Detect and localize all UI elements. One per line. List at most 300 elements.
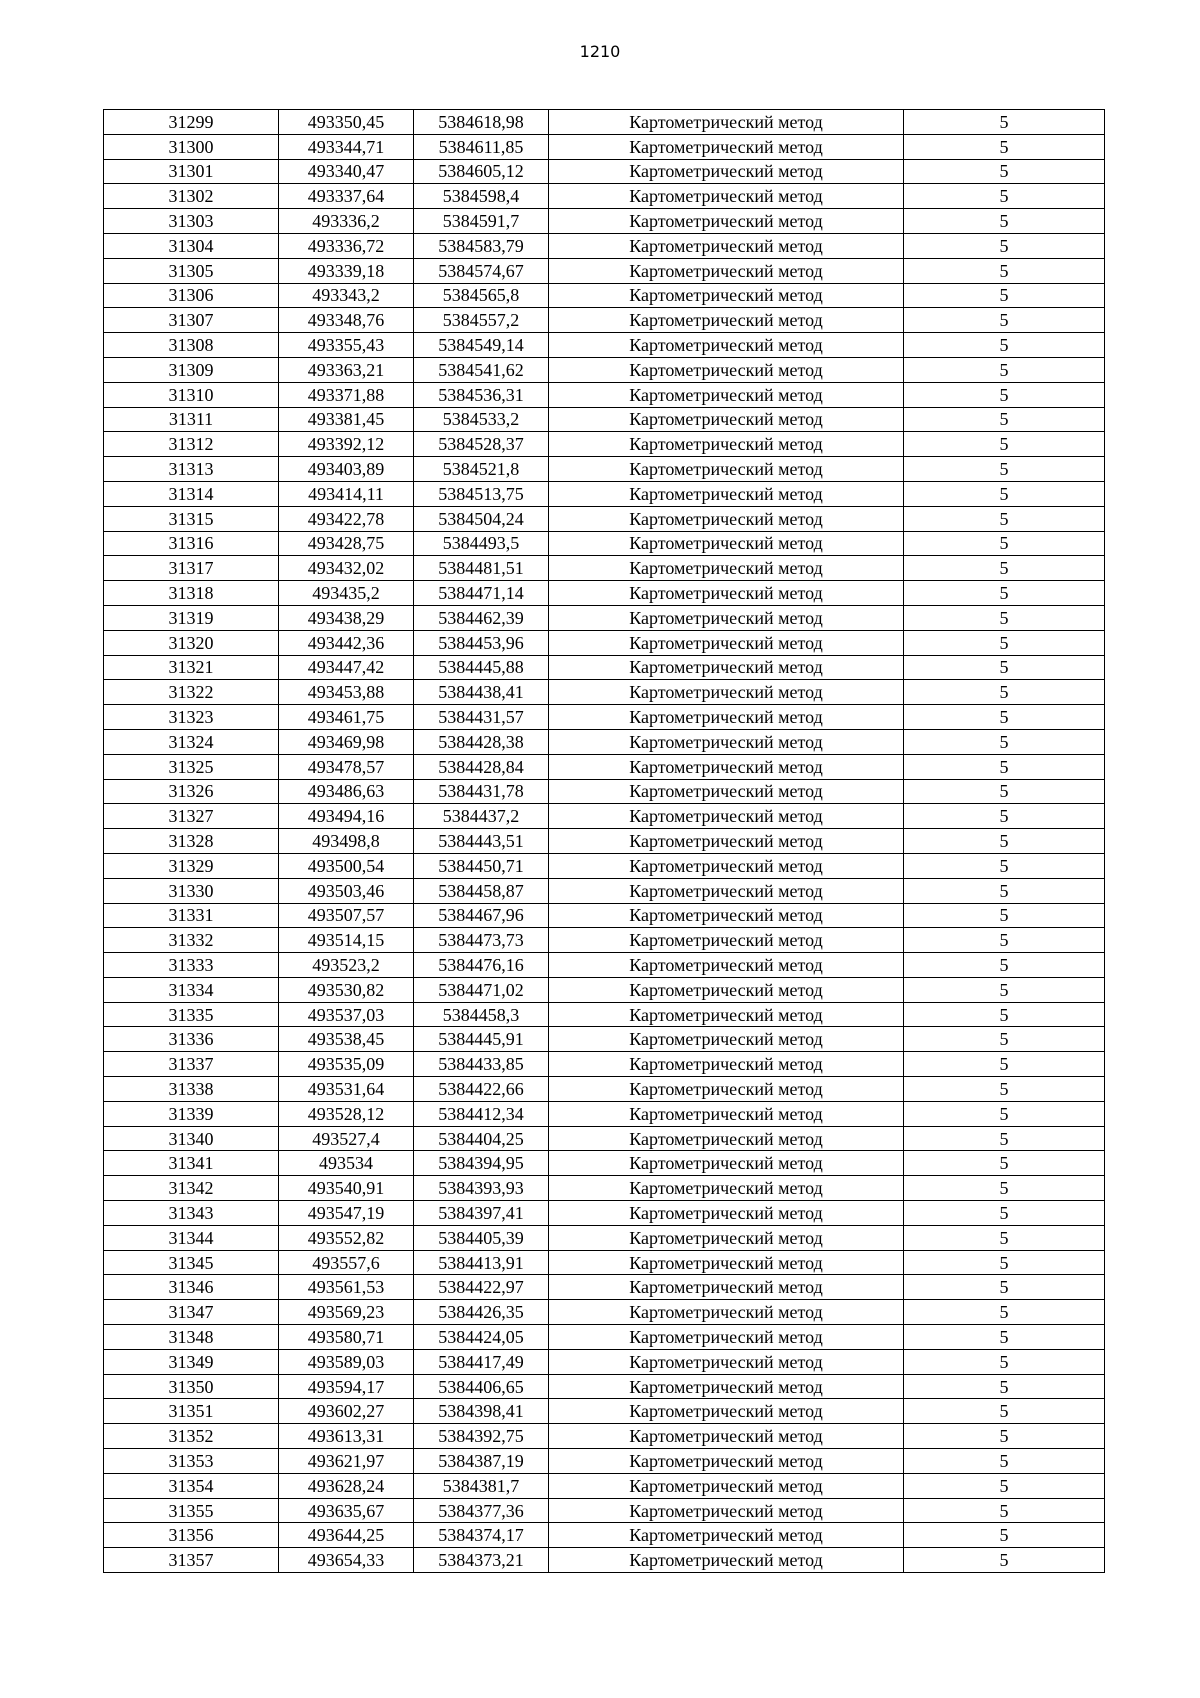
x-coordinate-cell: 493453,88	[279, 680, 414, 705]
point-number-cell: 31337	[104, 1052, 279, 1077]
x-coordinate-cell: 493561,53	[279, 1275, 414, 1300]
point-number-cell: 31320	[104, 630, 279, 655]
point-number-cell: 31314	[104, 481, 279, 506]
page-number: 1210	[579, 42, 621, 61]
point-number-cell: 31346	[104, 1275, 279, 1300]
x-coordinate-cell: 493621,97	[279, 1449, 414, 1474]
table-row	[104, 209, 1105, 234]
x-coordinate-cell: 493461,75	[279, 705, 414, 730]
method-cell: Картометрический метод	[549, 1325, 904, 1350]
x-coordinate-cell: 493589,03	[279, 1349, 414, 1374]
y-coordinate-cell: 5384422,66	[414, 1077, 549, 1102]
accuracy-cell: 5	[904, 1151, 1105, 1176]
accuracy-cell: 5	[904, 258, 1105, 283]
y-coordinate-cell: 5384424,05	[414, 1325, 549, 1350]
y-coordinate-cell: 5384541,62	[414, 357, 549, 382]
x-coordinate-cell: 493552,82	[279, 1225, 414, 1250]
x-coordinate-cell: 493602,27	[279, 1399, 414, 1424]
y-coordinate-cell: 5384374,17	[414, 1523, 549, 1548]
method-cell: Картометрический метод	[549, 1374, 904, 1399]
y-coordinate-cell: 5384394,95	[414, 1151, 549, 1176]
method-cell: Картометрический метод	[549, 283, 904, 308]
table-row	[104, 729, 1105, 754]
x-coordinate-cell: 493478,57	[279, 754, 414, 779]
table-row	[104, 605, 1105, 630]
table-row	[104, 457, 1105, 482]
method-cell: Картометрический метод	[549, 258, 904, 283]
x-coordinate-cell: 493355,43	[279, 333, 414, 358]
table-row	[104, 1201, 1105, 1226]
x-coordinate-cell: 493442,36	[279, 630, 414, 655]
x-coordinate-cell: 493540,91	[279, 1176, 414, 1201]
x-coordinate-cell: 493547,19	[279, 1201, 414, 1226]
x-coordinate-cell: 493422,78	[279, 506, 414, 531]
method-cell: Картометрический метод	[549, 531, 904, 556]
x-coordinate-cell: 493371,88	[279, 382, 414, 407]
point-number-cell: 31351	[104, 1399, 279, 1424]
accuracy-cell: 5	[904, 308, 1105, 333]
x-coordinate-cell: 493392,12	[279, 432, 414, 457]
point-number-cell: 31336	[104, 1027, 279, 1052]
table-row	[104, 1225, 1105, 1250]
method-cell: Картометрический метод	[549, 432, 904, 457]
x-coordinate-cell: 493500,54	[279, 853, 414, 878]
y-coordinate-cell: 5384437,2	[414, 804, 549, 829]
y-coordinate-cell: 5384528,37	[414, 432, 549, 457]
accuracy-cell: 5	[904, 1473, 1105, 1498]
method-cell: Картометрический метод	[549, 1275, 904, 1300]
y-coordinate-cell: 5384458,87	[414, 878, 549, 903]
x-coordinate-cell: 493557,6	[279, 1250, 414, 1275]
table-row	[104, 705, 1105, 730]
method-cell: Картометрический метод	[549, 729, 904, 754]
y-coordinate-cell: 5384417,49	[414, 1349, 549, 1374]
accuracy-cell: 5	[904, 680, 1105, 705]
accuracy-cell: 5	[904, 1077, 1105, 1102]
point-number-cell: 31341	[104, 1151, 279, 1176]
x-coordinate-cell: 493337,64	[279, 184, 414, 209]
y-coordinate-cell: 5384381,7	[414, 1473, 549, 1498]
accuracy-cell: 5	[904, 134, 1105, 159]
accuracy-cell: 5	[904, 1176, 1105, 1201]
table-row	[104, 903, 1105, 928]
y-coordinate-cell: 5384443,51	[414, 829, 549, 854]
method-cell: Картометрический метод	[549, 630, 904, 655]
y-coordinate-cell: 5384565,8	[414, 283, 549, 308]
accuracy-cell: 5	[904, 209, 1105, 234]
accuracy-cell: 5	[904, 159, 1105, 184]
y-coordinate-cell: 5384431,57	[414, 705, 549, 730]
y-coordinate-cell: 5384377,36	[414, 1498, 549, 1523]
point-number-cell: 31352	[104, 1424, 279, 1449]
table-row	[104, 258, 1105, 283]
method-cell: Картометрический метод	[549, 556, 904, 581]
point-number-cell: 31345	[104, 1250, 279, 1275]
y-coordinate-cell: 5384473,73	[414, 928, 549, 953]
y-coordinate-cell: 5384598,4	[414, 184, 549, 209]
table-row	[104, 1126, 1105, 1151]
method-cell: Картометрический метод	[549, 357, 904, 382]
y-coordinate-cell: 5384462,39	[414, 605, 549, 630]
table-row	[104, 977, 1105, 1002]
point-number-cell: 31324	[104, 729, 279, 754]
x-coordinate-cell: 493503,46	[279, 878, 414, 903]
accuracy-cell: 5	[904, 977, 1105, 1002]
accuracy-cell: 5	[904, 333, 1105, 358]
x-coordinate-cell: 493344,71	[279, 134, 414, 159]
x-coordinate-cell: 493530,82	[279, 977, 414, 1002]
table-row	[104, 680, 1105, 705]
x-coordinate-cell: 493438,29	[279, 605, 414, 630]
y-coordinate-cell: 5384445,88	[414, 655, 549, 680]
y-coordinate-cell: 5384445,91	[414, 1027, 549, 1052]
method-cell: Картометрический метод	[549, 134, 904, 159]
point-number-cell: 31305	[104, 258, 279, 283]
x-coordinate-cell: 493537,03	[279, 1002, 414, 1027]
method-cell: Картометрический метод	[549, 1101, 904, 1126]
method-cell: Картометрический метод	[549, 655, 904, 680]
point-number-cell: 31301	[104, 159, 279, 184]
point-number-cell: 31322	[104, 680, 279, 705]
table-row	[104, 1151, 1105, 1176]
accuracy-cell: 5	[904, 903, 1105, 928]
y-coordinate-cell: 5384549,14	[414, 333, 549, 358]
method-cell: Картометрический метод	[549, 1077, 904, 1102]
accuracy-cell: 5	[904, 283, 1105, 308]
method-cell: Картометрический метод	[549, 977, 904, 1002]
y-coordinate-cell: 5384405,39	[414, 1225, 549, 1250]
x-coordinate-cell: 493350,45	[279, 110, 414, 135]
table-row	[104, 1101, 1105, 1126]
point-number-cell: 31308	[104, 333, 279, 358]
accuracy-cell: 5	[904, 729, 1105, 754]
method-cell: Картометрический метод	[549, 1399, 904, 1424]
accuracy-cell: 5	[904, 1548, 1105, 1573]
accuracy-cell: 5	[904, 1498, 1105, 1523]
point-number-cell: 31310	[104, 382, 279, 407]
accuracy-cell: 5	[904, 481, 1105, 506]
method-cell: Картометрический метод	[549, 159, 904, 184]
x-coordinate-cell: 493527,4	[279, 1126, 414, 1151]
y-coordinate-cell: 5384467,96	[414, 903, 549, 928]
table-row	[104, 382, 1105, 407]
y-coordinate-cell: 5384458,3	[414, 1002, 549, 1027]
accuracy-cell: 5	[904, 1027, 1105, 1052]
x-coordinate-cell: 493435,2	[279, 581, 414, 606]
y-coordinate-cell: 5384471,02	[414, 977, 549, 1002]
accuracy-cell: 5	[904, 804, 1105, 829]
table-row	[104, 283, 1105, 308]
method-cell: Картометрический метод	[549, 308, 904, 333]
method-cell: Картометрический метод	[549, 581, 904, 606]
method-cell: Картометрический метод	[549, 1225, 904, 1250]
table-row	[104, 556, 1105, 581]
point-number-cell: 31332	[104, 928, 279, 953]
accuracy-cell: 5	[904, 928, 1105, 953]
table-row	[104, 853, 1105, 878]
method-cell: Картометрический метод	[549, 1201, 904, 1226]
method-cell: Картометрический метод	[549, 853, 904, 878]
method-cell: Картометрический метод	[549, 1523, 904, 1548]
table-row	[104, 779, 1105, 804]
accuracy-cell: 5	[904, 779, 1105, 804]
point-number-cell: 31348	[104, 1325, 279, 1350]
method-cell: Картометрический метод	[549, 1027, 904, 1052]
method-cell: Картометрический метод	[549, 209, 904, 234]
y-coordinate-cell: 5384387,19	[414, 1449, 549, 1474]
method-cell: Картометрический метод	[549, 481, 904, 506]
method-cell: Картометрический метод	[549, 1250, 904, 1275]
accuracy-cell: 5	[904, 953, 1105, 978]
accuracy-cell: 5	[904, 110, 1105, 135]
method-cell: Картометрический метод	[549, 829, 904, 854]
accuracy-cell: 5	[904, 1449, 1105, 1474]
table-row	[104, 1300, 1105, 1325]
point-number-cell: 31304	[104, 233, 279, 258]
method-cell: Картометрический метод	[549, 457, 904, 482]
y-coordinate-cell: 5384426,35	[414, 1300, 549, 1325]
x-coordinate-cell: 493381,45	[279, 407, 414, 432]
point-number-cell: 31306	[104, 283, 279, 308]
accuracy-cell: 5	[904, 878, 1105, 903]
y-coordinate-cell: 5384428,38	[414, 729, 549, 754]
x-coordinate-cell: 493363,21	[279, 357, 414, 382]
table-row	[104, 110, 1105, 135]
point-number-cell: 31323	[104, 705, 279, 730]
y-coordinate-cell: 5384438,41	[414, 680, 549, 705]
accuracy-cell: 5	[904, 506, 1105, 531]
accuracy-cell: 5	[904, 357, 1105, 382]
table-row	[104, 531, 1105, 556]
y-coordinate-cell: 5384481,51	[414, 556, 549, 581]
table-row	[104, 1424, 1105, 1449]
x-coordinate-cell: 493628,24	[279, 1473, 414, 1498]
accuracy-cell: 5	[904, 1300, 1105, 1325]
x-coordinate-cell: 493569,23	[279, 1300, 414, 1325]
point-number-cell: 31344	[104, 1225, 279, 1250]
y-coordinate-cell: 5384504,24	[414, 506, 549, 531]
accuracy-cell: 5	[904, 233, 1105, 258]
accuracy-cell: 5	[904, 531, 1105, 556]
point-number-cell: 31321	[104, 655, 279, 680]
y-coordinate-cell: 5384574,67	[414, 258, 549, 283]
method-cell: Картометрический метод	[549, 953, 904, 978]
x-coordinate-cell: 493469,98	[279, 729, 414, 754]
x-coordinate-cell: 493336,2	[279, 209, 414, 234]
point-number-cell: 31309	[104, 357, 279, 382]
accuracy-cell: 5	[904, 705, 1105, 730]
table-row	[104, 1052, 1105, 1077]
point-number-cell: 31313	[104, 457, 279, 482]
method-cell: Картометрический метод	[549, 1002, 904, 1027]
x-coordinate-cell: 493635,67	[279, 1498, 414, 1523]
method-cell: Картометрический метод	[549, 903, 904, 928]
table-row	[104, 1548, 1105, 1573]
accuracy-cell: 5	[904, 605, 1105, 630]
accuracy-cell: 5	[904, 853, 1105, 878]
y-coordinate-cell: 5384605,12	[414, 159, 549, 184]
accuracy-cell: 5	[904, 829, 1105, 854]
coordinates-table	[103, 109, 1105, 1573]
x-coordinate-cell: 493348,76	[279, 308, 414, 333]
x-coordinate-cell: 493340,47	[279, 159, 414, 184]
method-cell: Картометрический метод	[549, 333, 904, 358]
x-coordinate-cell: 493538,45	[279, 1027, 414, 1052]
table-row	[104, 1374, 1105, 1399]
method-cell: Картометрический метод	[549, 1473, 904, 1498]
method-cell: Картометрический метод	[549, 804, 904, 829]
method-cell: Картометрический метод	[549, 1126, 904, 1151]
point-number-cell: 31353	[104, 1449, 279, 1474]
point-number-cell: 31357	[104, 1548, 279, 1573]
table-row	[104, 407, 1105, 432]
y-coordinate-cell: 5384398,41	[414, 1399, 549, 1424]
table-row	[104, 184, 1105, 209]
method-cell: Картометрический метод	[549, 779, 904, 804]
table-row	[104, 1275, 1105, 1300]
x-coordinate-cell: 493447,42	[279, 655, 414, 680]
x-coordinate-cell: 493498,8	[279, 829, 414, 854]
accuracy-cell: 5	[904, 1002, 1105, 1027]
table-row	[104, 506, 1105, 531]
accuracy-cell: 5	[904, 382, 1105, 407]
accuracy-cell: 5	[904, 407, 1105, 432]
point-number-cell: 31343	[104, 1201, 279, 1226]
point-number-cell: 31340	[104, 1126, 279, 1151]
table-row	[104, 878, 1105, 903]
table-row	[104, 233, 1105, 258]
accuracy-cell: 5	[904, 1374, 1105, 1399]
point-number-cell: 31312	[104, 432, 279, 457]
table-row	[104, 1449, 1105, 1474]
table-row	[104, 308, 1105, 333]
x-coordinate-cell: 493507,57	[279, 903, 414, 928]
point-number-cell: 31334	[104, 977, 279, 1002]
point-number-cell: 31356	[104, 1523, 279, 1548]
table-row	[104, 1498, 1105, 1523]
method-cell: Картометрический метод	[549, 1449, 904, 1474]
point-number-cell: 31329	[104, 853, 279, 878]
accuracy-cell: 5	[904, 1101, 1105, 1126]
x-coordinate-cell: 493644,25	[279, 1523, 414, 1548]
point-number-cell: 31307	[104, 308, 279, 333]
point-number-cell: 31350	[104, 1374, 279, 1399]
x-coordinate-cell: 493528,12	[279, 1101, 414, 1126]
method-cell: Картометрический метод	[549, 506, 904, 531]
table-row	[104, 1002, 1105, 1027]
y-coordinate-cell: 5384521,8	[414, 457, 549, 482]
method-cell: Картометрический метод	[549, 233, 904, 258]
y-coordinate-cell: 5384450,71	[414, 853, 549, 878]
table-row	[104, 953, 1105, 978]
method-cell: Картометрический метод	[549, 705, 904, 730]
point-number-cell: 31328	[104, 829, 279, 854]
table-row	[104, 1077, 1105, 1102]
point-number-cell: 31331	[104, 903, 279, 928]
y-coordinate-cell: 5384471,14	[414, 581, 549, 606]
table-row	[104, 1523, 1105, 1548]
table-row	[104, 829, 1105, 854]
point-number-cell: 31327	[104, 804, 279, 829]
y-coordinate-cell: 5384618,98	[414, 110, 549, 135]
x-coordinate-cell: 493414,11	[279, 481, 414, 506]
accuracy-cell: 5	[904, 1523, 1105, 1548]
table-row	[104, 754, 1105, 779]
y-coordinate-cell: 5384453,96	[414, 630, 549, 655]
table-row	[104, 1176, 1105, 1201]
point-number-cell: 31326	[104, 779, 279, 804]
point-number-cell: 31316	[104, 531, 279, 556]
x-coordinate-cell: 493523,2	[279, 953, 414, 978]
method-cell: Картометрический метод	[549, 1052, 904, 1077]
y-coordinate-cell: 5384404,25	[414, 1126, 549, 1151]
point-number-cell: 31300	[104, 134, 279, 159]
table-row	[104, 1250, 1105, 1275]
y-coordinate-cell: 5384428,84	[414, 754, 549, 779]
accuracy-cell: 5	[904, 1275, 1105, 1300]
y-coordinate-cell: 5384583,79	[414, 233, 549, 258]
x-coordinate-cell: 493486,63	[279, 779, 414, 804]
y-coordinate-cell: 5384412,34	[414, 1101, 549, 1126]
accuracy-cell: 5	[904, 1052, 1105, 1077]
method-cell: Картометрический метод	[549, 382, 904, 407]
accuracy-cell: 5	[904, 1225, 1105, 1250]
accuracy-cell: 5	[904, 630, 1105, 655]
point-number-cell: 31339	[104, 1101, 279, 1126]
accuracy-cell: 5	[904, 581, 1105, 606]
table-row	[104, 159, 1105, 184]
x-coordinate-cell: 493613,31	[279, 1424, 414, 1449]
point-number-cell: 31317	[104, 556, 279, 581]
y-coordinate-cell: 5384557,2	[414, 308, 549, 333]
accuracy-cell: 5	[904, 1424, 1105, 1449]
method-cell: Картометрический метод	[549, 1424, 904, 1449]
point-number-cell: 31302	[104, 184, 279, 209]
point-number-cell: 31330	[104, 878, 279, 903]
accuracy-cell: 5	[904, 754, 1105, 779]
y-coordinate-cell: 5384591,7	[414, 209, 549, 234]
method-cell: Картометрический метод	[549, 110, 904, 135]
table-row	[104, 333, 1105, 358]
table-row	[104, 581, 1105, 606]
point-number-cell: 31333	[104, 953, 279, 978]
method-cell: Картометрический метод	[549, 1300, 904, 1325]
accuracy-cell: 5	[904, 1126, 1105, 1151]
y-coordinate-cell: 5384392,75	[414, 1424, 549, 1449]
point-number-cell: 31342	[104, 1176, 279, 1201]
table-row	[104, 804, 1105, 829]
method-cell: Картометрический метод	[549, 1176, 904, 1201]
point-number-cell: 31354	[104, 1473, 279, 1498]
accuracy-cell: 5	[904, 1399, 1105, 1424]
accuracy-cell: 5	[904, 556, 1105, 581]
x-coordinate-cell: 493494,16	[279, 804, 414, 829]
x-coordinate-cell: 493580,71	[279, 1325, 414, 1350]
accuracy-cell: 5	[904, 457, 1105, 482]
table-row	[104, 1399, 1105, 1424]
point-number-cell: 31319	[104, 605, 279, 630]
method-cell: Картометрический метод	[549, 878, 904, 903]
y-coordinate-cell: 5384373,21	[414, 1548, 549, 1573]
point-number-cell: 31325	[104, 754, 279, 779]
x-coordinate-cell: 493514,15	[279, 928, 414, 953]
x-coordinate-cell: 493654,33	[279, 1548, 414, 1573]
y-coordinate-cell: 5384413,91	[414, 1250, 549, 1275]
table-row	[104, 432, 1105, 457]
method-cell: Картометрический метод	[549, 1548, 904, 1573]
point-number-cell: 31335	[104, 1002, 279, 1027]
point-number-cell: 31299	[104, 110, 279, 135]
